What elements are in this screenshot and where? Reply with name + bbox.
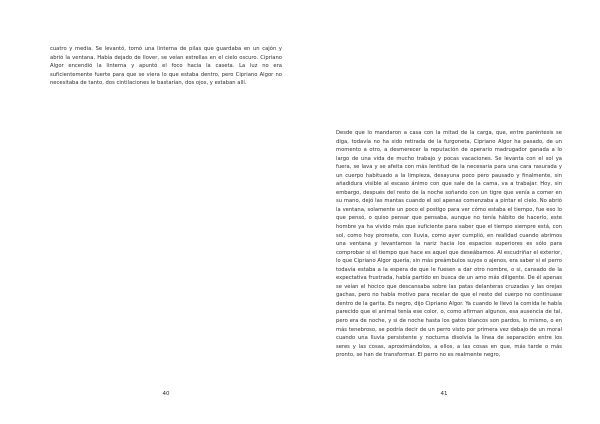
right-page-number: 41 [440,391,448,397]
left-page-text: cuatro y media. Se levantó, tomó una linterna de pilas que guardaba en un cajón y abrió la ventana. Había dejado de llover, se veían estrellas en el cielo oscuro. Cipriano Algor encendió la linterna y apuntó el foco hacia la caseta. La luz no era suficientemente fuerte para que se viera lo que estaba dentro, pero Cipriano Algor no necesitaba de tanto, dos cintilaciones le bastarían, dos ojos, y estaban allí. [50,46,282,87]
right-page-text: Desde que lo mandaron a casa con la mitad de la carga, que, entre paréntesis se diga, todavía no ha sido retirada de la furgoneta, Cipriano Algor ha pasado, de un momento a otro, a desmerecer la reputación de operario madrugador ganada a lo largo de una vida de mucho trabajo y pocas vacaciones. Se levanta con el sol ya fuera, se lava y se afeita con más lentitud de la necesaria para una cara rasurada y un cuerpo habituado a la limpieza, desayuna poco pero pausado y finalmente, sin añadidura visible al escaso ánimo con que sale de la cama, va a trabajar. Hoy, sin embargo, después del resto de la noche soñando con un tigre que venía a comer en su mano, dejó las mantas cuando el sol apenas comenzaba a pintar el cielo. No abrió la ventana, solamente un poco el postigo para ver cómo estaba el tiempo, fue eso lo que pensó, o quiso pensar que pensaba, aunque no tenía hábito de hacerlo, este hombre ya ha vivido más que suficiente para saber que el tiempo siempre está, con sol, como hoy promete, con lluvia, como ayer cumplió, en realidad cuando abrimos una ventana y levantamos la nariz hacia los espacios superiores es sólo para comprobar si el tiempo que hace es aquel que deseábamos. Al escudriñar el exterior, lo que Cipriano Algor quería, sin más preámbulos suyos o ajenos, era saber si el perro todavía estaba a la espera de que le fuesen a dar otro nombre, o si, cansado de la expectativa frustrada, había partido en busca de un amo más diligente. De él apenas se veían el hocico que descansaba sobre las patas delanteras cruzadas y las orejas gachas, pero no había motivo para recelar de que el resto del cuerpo no continuase dentro de la garita. Es negro, dijo Cipriano Algor. Ya cuando le llevó la comida le había parecido que el animal tenía ese color, o, como afirman algunos, esa ausencia de tal, pero era de noche, y si de noche hasta los gatos blancos son pardos, lo mismo, o en más tenebroso, se podría decir de un perro visto por primera vez debajo de un moral cuando una lluvia persistente y nocturna disolvía la línea de separación entre los seres y las cosas, aproximándolos, a ellos, a las cosas en que, más tarde o más pronto, se han de transformar. El perro no es realmente negro, [336,130,562,359]
left-page-number: 40 [162,391,170,397]
right-page [300,0,600,424]
